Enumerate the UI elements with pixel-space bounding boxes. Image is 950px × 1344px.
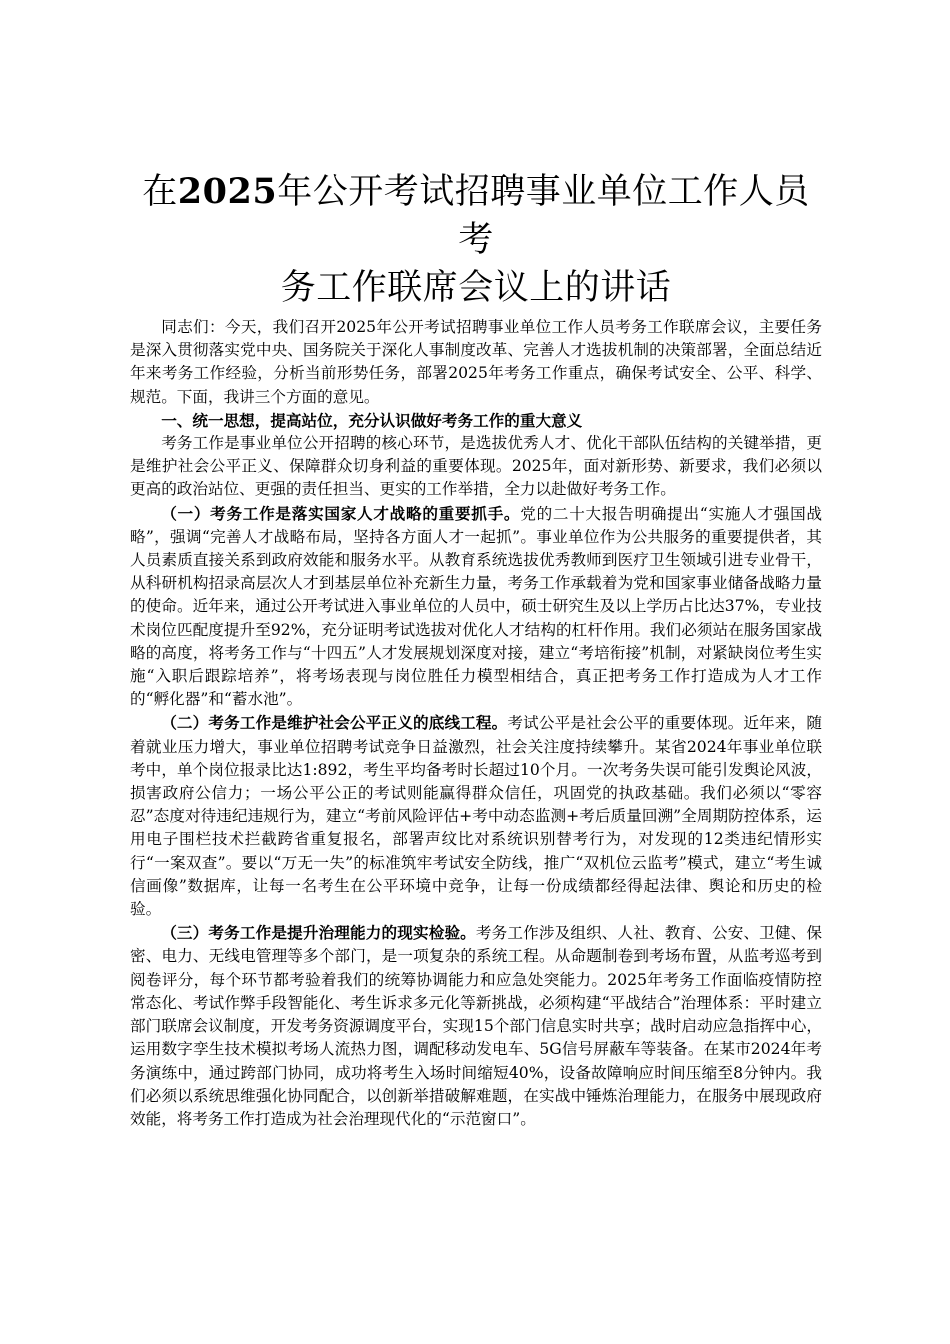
title-prefix: 在	[142, 172, 178, 212]
paragraph-text: 考务工作涉及组织、人社、教育、公安、卫健、保密、电力、无线电管理等多个部门，是一项复杂的系统工程。从命题制卷到考场布置，从监考巡考到阅卷评分，每个环节都考验着我们的统筹协调能力和应急处突能力。2025年考务工作面临疫情防控常态化、考试作弊手段智能化、考生诉求多元化等新挑战，必须构建“平战结合”治理体系：平时建立部门联席会议制度，开发考务资源调度平台，实现15个部门信息实时共享；战时启动应急指挥中心，运用数字孪生技术模拟考场人流热力图，调配移动发电车、5G信号屏蔽车等装备。在某市2024年考务演练中，通过跨部门协同，成功将考生入场时间缩短40%，设备故障响应时间压缩至8分钟内。我们必须以系统思维强化协同配合，以创新举措破解难题，在实战中锤炼治理能力，在服务中展现政府效能，将考务工作打造成为社会治理现代化的“示范窗口”。	[130, 924, 822, 1128]
section-intro-paragraph	[130, 432, 822, 502]
heading-text: 一、统一思想，提高站位，充分认识做好考务工作的重大意义	[161, 410, 583, 430]
document-page	[130, 168, 822, 1131]
subsection-lead: （二）考务工作是维护社会公平正义的底线工程。	[161, 713, 508, 733]
title-line1-rest: 年公开考试招聘事业单位工作人员考	[277, 172, 810, 260]
paragraph-text: 考试公平是社会公平的重要体现。近年来，随着就业压力增大，事业单位招聘考试竞争日益激烈，社会关注度持续攀升。某省2024年事业单位联考中，单个岗位报录比达1:892，考生平均备考时长超过10个月。一次考务失误可能引发舆论风波，损害政府公信力；一场公平公正的考试则能赢得群众信任，巩固党的执政基础。我们必须以“零容忍”态度对待违纪违规行为，建立“考前风险评估+考中动态监测+考后质量回溯”全周期防控体系，运用电子围栏技术拦截跨省重复报名，部署声纹比对系统识别替考行为，对发现的12类违纪情形实行“一案双查”。要以“万无一失”的标准筑牢考试安全防线，推广“双机位云监考”模式，建立“考生诚信画像”数据库，让每一名考生在公平环境中竞争，让每一份成绩都经得起法律、舆论和历史的检验。	[130, 714, 822, 919]
subsection-paragraph-2	[130, 711, 822, 921]
section-heading-1	[130, 409, 822, 432]
document-body	[130, 316, 822, 1131]
title-year: 2025	[177, 171, 278, 212]
opening-paragraph	[130, 316, 822, 409]
title-line2: 务工作联席会议上的讲话	[280, 268, 672, 308]
subsection-lead: （一）考务工作是落实国家人才战略的重要抓手。	[161, 503, 521, 523]
subsection-paragraph-1	[130, 502, 822, 712]
subsection-lead: （三）考务工作是提升治理能力的现实检验。	[161, 923, 476, 943]
subsection-paragraph-3	[130, 921, 822, 1131]
paragraph-text: 考务工作是事业单位公开招聘的核心环节，是选拔优秀人才、优化干部队伍结构的关键举措，更是维护社会公平正义、保障群众切身利益的重要体现。2025年，面对新形势、新要求，我们必须以更高的政治站位、更强的责任担当、更实的工作举措，全力以赴做好考务工作。	[130, 434, 822, 499]
paragraph-text: 同志们：今天，我们召开2025年公开考试招聘事业单位工作人员考务工作联席会议，主要任务是深入贯彻落实党中央、国务院关于深化人事制度改革、完善人才选拔机制的决策部署，全面总结近年来考务工作经验，分析当前形势任务，部署2025年考务工作重点，确保考试安全、公平、科学、规范。下面，我讲三个方面的意见。	[130, 318, 822, 406]
paragraph-text: 党的二十大报告明确提出“实施人才强国战略”，强调“完善人才战略布局，坚持各方面人才一起抓”。事业单位作为公共服务的重要提供者，其人员素质直接关系到政府效能和服务水平。从教育系统选拔优秀教师到医疗卫生领域引进专业骨干，从科研机构招录高层次人才到基层单位补充新生力量，考务工作承载着为党和国家事业储备战略力量的使命。近年来，通过公开考试进入事业单位的人员中，硕士研究生及以上学历占比达37%，专业技术岗位匹配度提升至92%，充分证明考试选拔对优化人才结构的杠杆作用。我们必须站在服务国家战略的高度，将考务工作与“十四五”人才发展规划深度对接，建立“考培衔接”机制，对紧缺岗位考生实施“入职后跟踪培养”，将考场表现与岗位胜任力模型相结合，真正把考务工作打造成为人才工作的“孵化器”和“蓄水池”。	[130, 504, 822, 709]
document-title	[130, 168, 822, 312]
